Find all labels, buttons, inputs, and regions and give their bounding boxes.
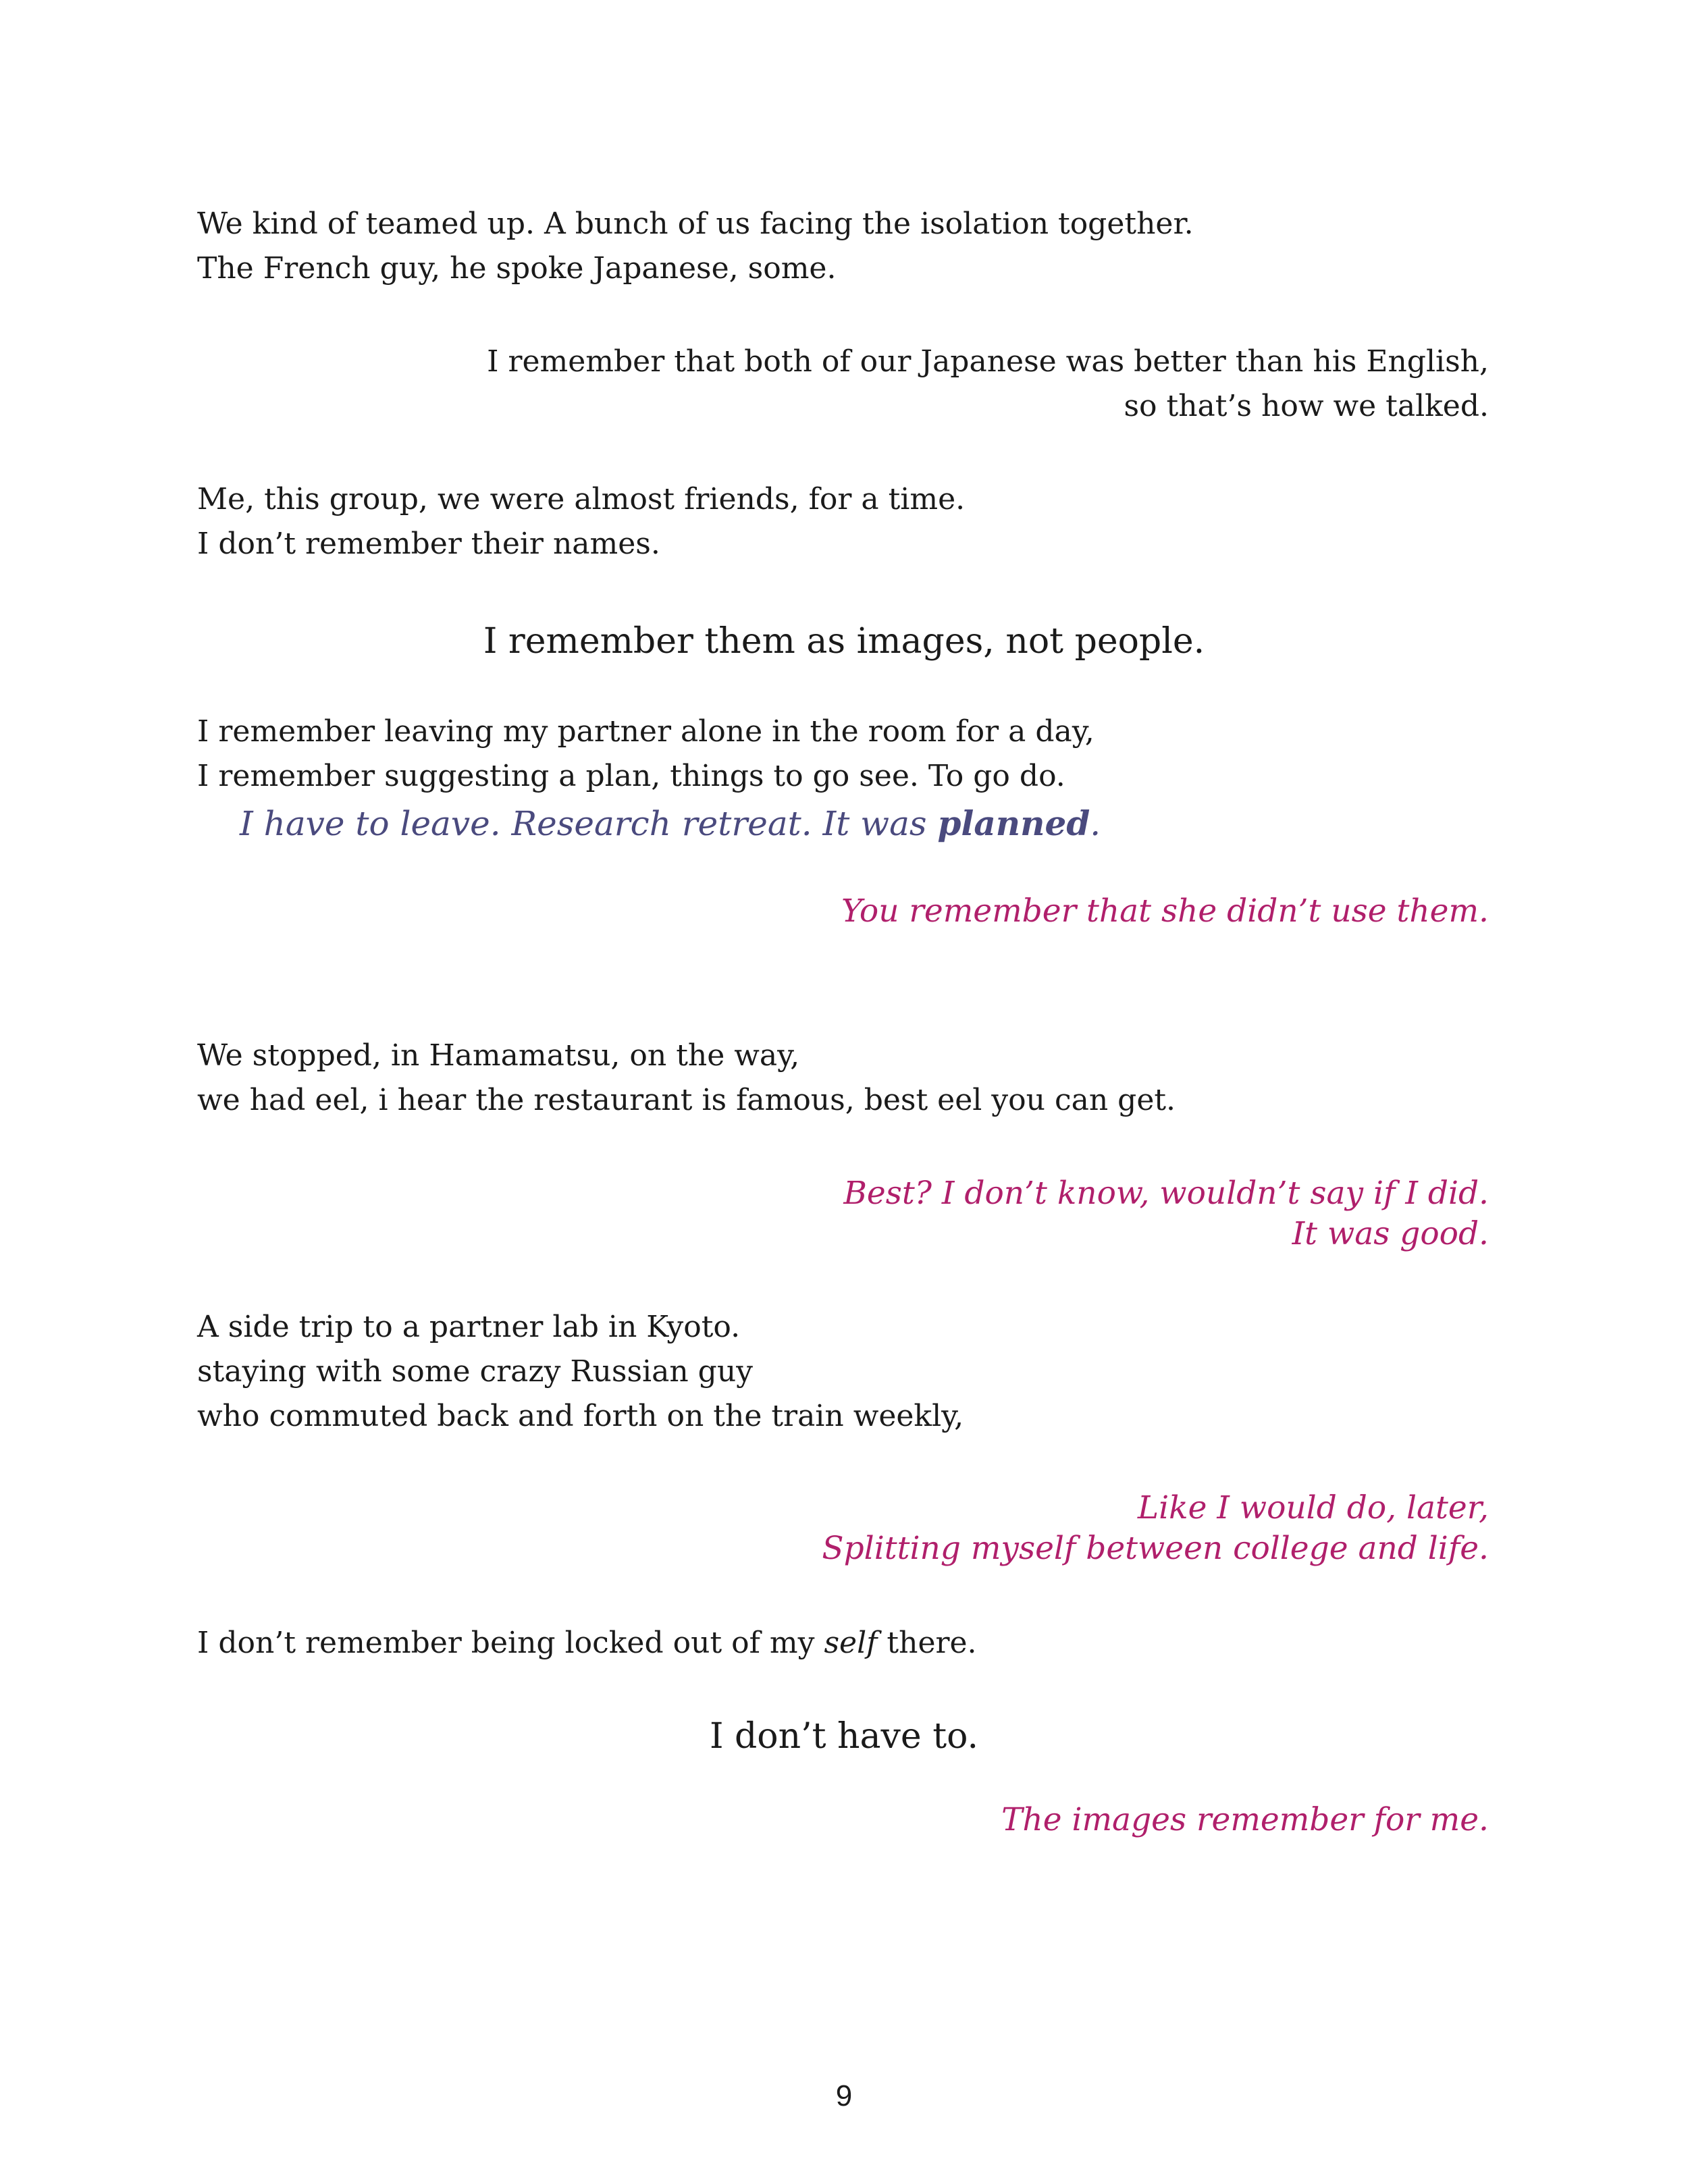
stanza-5-line-3-bold: planned (937, 803, 1090, 843)
stanza-9-line-1: A side trip to a partner lab in Kyoto. (197, 1310, 741, 1344)
stanza-11-line-1-em: self (824, 1626, 878, 1660)
stanza-5-line-2: I remember suggesting a plan, things to go see. To go do. (197, 759, 1065, 793)
stanza-13-line-1: The images remember for me. (1001, 1801, 1489, 1838)
stanza-6-line-1: You remember that she didn’t use them. (841, 893, 1489, 930)
stanza-9-line-3: who commuted back and forth on the train weekly, (197, 1399, 964, 1433)
stanza-2-line-2: so that’s how we talked. (1124, 389, 1489, 423)
stanza-10-line-1: Like I would do, later, (1137, 1489, 1489, 1526)
stanza-7-line-2: we had eel, i hear the restaurant is famous, best eel you can get. (197, 1083, 1176, 1117)
stanza-8-line-1: Best? I don’t know, wouldn’t say if I did. (843, 1175, 1489, 1212)
stanza-1-line-1: We kind of teamed up. A bunch of us facing the isolation together. (197, 207, 1194, 241)
stanza-2-line-1: I remember that both of our Japanese was better than his English, (487, 344, 1489, 379)
stanza-5-line-3-pre: I have to leave. Research retreat. It was (240, 804, 938, 843)
stanza-5-line-1: I remember leaving my partner alone in the room for a day, (197, 714, 1094, 749)
stanza-9-line-2: staying with some crazy Russian guy (197, 1354, 754, 1389)
stanza-1-line-2: The French guy, he spoke Japanese, some. (197, 251, 837, 286)
stanza-8-line-2: It was good. (1292, 1215, 1489, 1252)
stanza-5-line-3 (240, 805, 1101, 843)
stanza-7-line-1: We stopped, in Hamamatsu, on the way, (197, 1038, 800, 1073)
stanza-11-line-1 (197, 1624, 977, 1662)
stanza-11-line-1-pre: I don’t remember being locked out of my (197, 1626, 824, 1660)
stanza-10-line-2: Splitting myself between college and life. (822, 1530, 1489, 1567)
stanza-12-line-1: I don’t have to. (709, 1716, 979, 1757)
stanza-3-line-2: I don’t remember their names. (197, 527, 660, 561)
stanza-4-line-1: I remember them as images, not people. (483, 621, 1205, 662)
page-number: 9 (835, 2079, 853, 2112)
stanza-3-line-1: Me, this group, we were almost friends, for a time. (197, 482, 966, 516)
stanza-5-line-3-post: . (1090, 804, 1101, 843)
stanza-11-line-1-post: there. (877, 1626, 977, 1660)
